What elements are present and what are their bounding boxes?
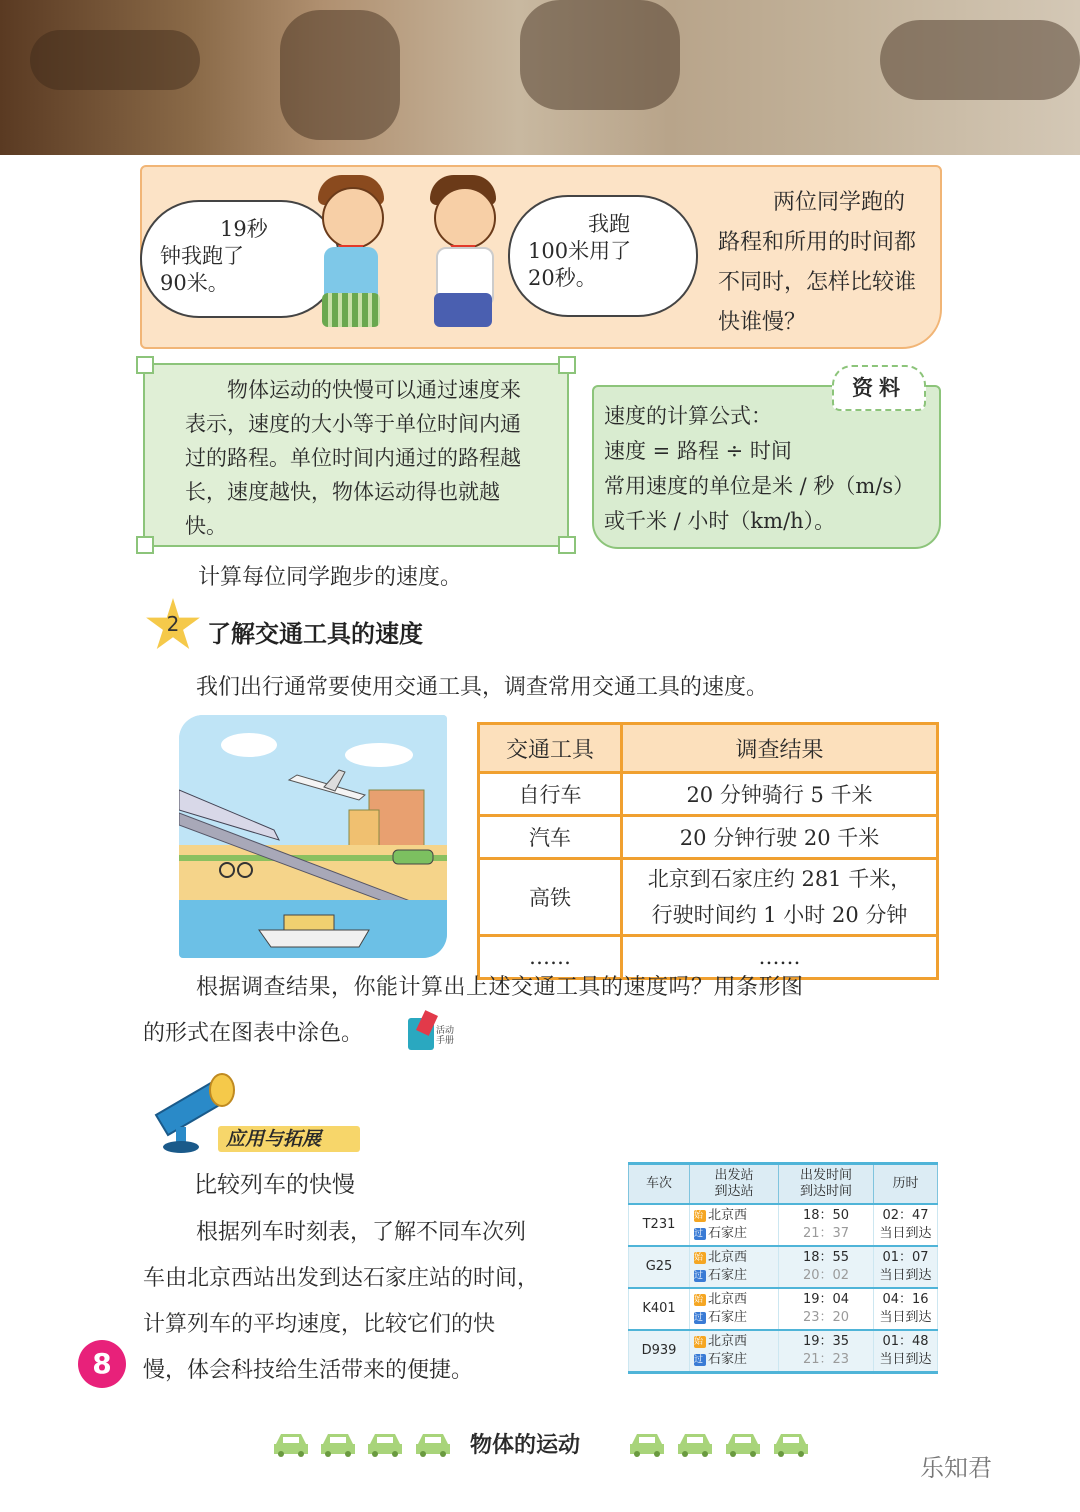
column-header: 交通工具 [479, 724, 622, 773]
bubble-text-line: 钟我跑了 [160, 244, 244, 268]
task-instruction: 计算每位同学跑步的速度。 [198, 565, 463, 590]
table-row [629, 1288, 938, 1330]
pass-station-icon: 过 [694, 1228, 706, 1240]
car-icon [724, 1430, 762, 1458]
car-icon [272, 1430, 310, 1458]
duration-cell: 01：48 当日到达 [874, 1330, 938, 1373]
station-cell: 始 北京西 过 石家庄 [690, 1330, 779, 1373]
train-number: K401 [629, 1288, 690, 1330]
result-cell: 20 分钟行驶 20 千米 [622, 816, 938, 859]
car-icon [628, 1430, 666, 1458]
car-icon [319, 1430, 357, 1458]
question-text-line: 根据调查结果，你能计算出上述交通工具的速度吗？用条形图 [196, 975, 804, 1000]
apply-paragraph [143, 1210, 613, 1394]
start-station-icon: 始 [694, 1210, 706, 1222]
boy-runner-illustration [300, 175, 400, 340]
start-station-icon: 始 [694, 1294, 706, 1306]
formula-line: 速度的计算公式： [604, 404, 772, 428]
time-cell: 19：35 21：23 [779, 1330, 874, 1373]
concept-note-box [143, 363, 569, 547]
start-station-icon: 始 [694, 1336, 706, 1348]
watermark-text: 乐知君 [920, 1454, 992, 1482]
section-title: 了解交通工具的速度 [207, 620, 423, 648]
bubble-text-line: 100米用了 [528, 239, 632, 263]
station-cell: 始 北京西 过 石家庄 [690, 1288, 779, 1330]
train-timetable [628, 1162, 938, 1374]
boy-runner-illustration [420, 175, 520, 340]
formula-line: 或千米 / 小时（km/h）。 [604, 509, 836, 533]
column-header: 历时 [874, 1164, 938, 1205]
transport-scene-svg [179, 715, 447, 958]
result-cell: 20 分钟骑行 5 千米 [622, 773, 938, 816]
tool-cell: 自行车 [479, 773, 622, 816]
section-number: 2 [166, 612, 180, 636]
apply-line: 慢，体会科技给生活带来的便捷。 [143, 1358, 474, 1383]
timetable-header-row [629, 1164, 938, 1205]
table-row [479, 816, 938, 859]
table-row [479, 773, 938, 816]
car-icon [366, 1430, 404, 1458]
apply-title: 比较列车的快慢 [194, 1172, 355, 1198]
speech-bubble-right [508, 195, 698, 317]
bubble-text-line: 我跑 [588, 212, 630, 236]
runner-figure [30, 30, 200, 90]
section-intro: 我们出行通常要使用交通工具，调查常用交通工具的速度。 [196, 675, 769, 700]
question-text-line: 的形式在图表中涂色。 [143, 1021, 364, 1046]
time-cell: 18：55 20：02 [779, 1246, 874, 1288]
header-photo-banner [0, 0, 1080, 155]
pass-station-icon: 过 [694, 1270, 706, 1282]
data-tag-label: 资料 [832, 365, 926, 411]
car-icon [414, 1430, 452, 1458]
duration-cell: 04：16 当日到达 [874, 1288, 938, 1330]
tool-cell: 汽车 [479, 816, 622, 859]
apply-tag [218, 1126, 360, 1152]
bubble-text-line: 20秒。 [528, 266, 597, 290]
pass-station-icon: 过 [694, 1354, 706, 1366]
time-cell: 19：04 23：20 [779, 1288, 874, 1330]
start-station-icon: 始 [694, 1252, 706, 1264]
table-row [479, 859, 938, 936]
bubble-text-line: 90米。 [160, 271, 229, 295]
runner-figure [880, 20, 1080, 100]
formula-line: 常用速度的单位是米 / 秒（m/s） [604, 474, 915, 498]
tool-cell: 高铁 [479, 859, 622, 936]
car-icon [393, 850, 433, 864]
column-header: 调查结果 [622, 724, 938, 773]
duration-cell: 01：07 当日到达 [874, 1246, 938, 1288]
apply-line: 车由北京西站出发到达石家庄站的时间， [143, 1266, 540, 1291]
scene-question-text: 两位同学跑的路程和所用的时间都不同时，怎样比较谁快谁慢？ [718, 190, 917, 335]
train-number: T231 [629, 1204, 690, 1246]
activity-handbook-label: 活动 手册 [436, 1026, 455, 1046]
transport-survey-table [477, 722, 939, 980]
duration-cell: 02：47 当日到达 [874, 1204, 938, 1246]
result-line: 北京到石家庄约 281 千米， [647, 867, 912, 891]
activity-handbook-icon[interactable] [408, 1012, 460, 1052]
concept-note-text: 物体运动的快慢可以通过速度来表示，速度的大小等于单位时间内通过的路程。单位时间内通过的路程越长，速度越快，物体运动得也就越快。 [185, 378, 521, 538]
car-icon [676, 1430, 714, 1458]
column-header: 出发站 到达站 [690, 1164, 779, 1205]
pass-station-icon: 过 [694, 1312, 706, 1324]
train-number: D939 [629, 1330, 690, 1373]
apply-line: 计算列车的平均速度，比较它们的快 [143, 1312, 496, 1337]
table-row [629, 1204, 938, 1246]
bubble-text-line: 19秒 [220, 217, 268, 241]
tool-cell: …… [479, 936, 622, 979]
transport-illustration [179, 715, 447, 958]
table-row [629, 1246, 938, 1288]
result-cell [622, 859, 938, 936]
table-row [629, 1330, 938, 1373]
station-cell: 始 北京西 过 石家庄 [690, 1246, 779, 1288]
apply-tag-label: 应用与拓展 [226, 1128, 322, 1150]
column-header: 车次 [629, 1164, 690, 1205]
station-cell: 始 北京西 过 石家庄 [690, 1204, 779, 1246]
page-number: 8 [78, 1340, 126, 1388]
apply-line: 根据列车时刻表，了解不同车次列 [196, 1220, 527, 1245]
car-icon [772, 1430, 810, 1458]
table-header-row [479, 724, 938, 773]
runner-figure [520, 0, 680, 110]
result-line: 行驶时间约 1 小时 20 分钟 [651, 903, 908, 927]
time-cell: 18：50 21：37 [779, 1204, 874, 1246]
column-header: 出发时间 到达时间 [779, 1164, 874, 1205]
footer-title: 物体的运动 [470, 1433, 581, 1458]
train-number: G25 [629, 1246, 690, 1288]
result-cell: …… [622, 936, 938, 979]
formula-line: 速度 = 路程 ÷ 时间 [604, 439, 792, 463]
runner-figure [280, 10, 400, 140]
